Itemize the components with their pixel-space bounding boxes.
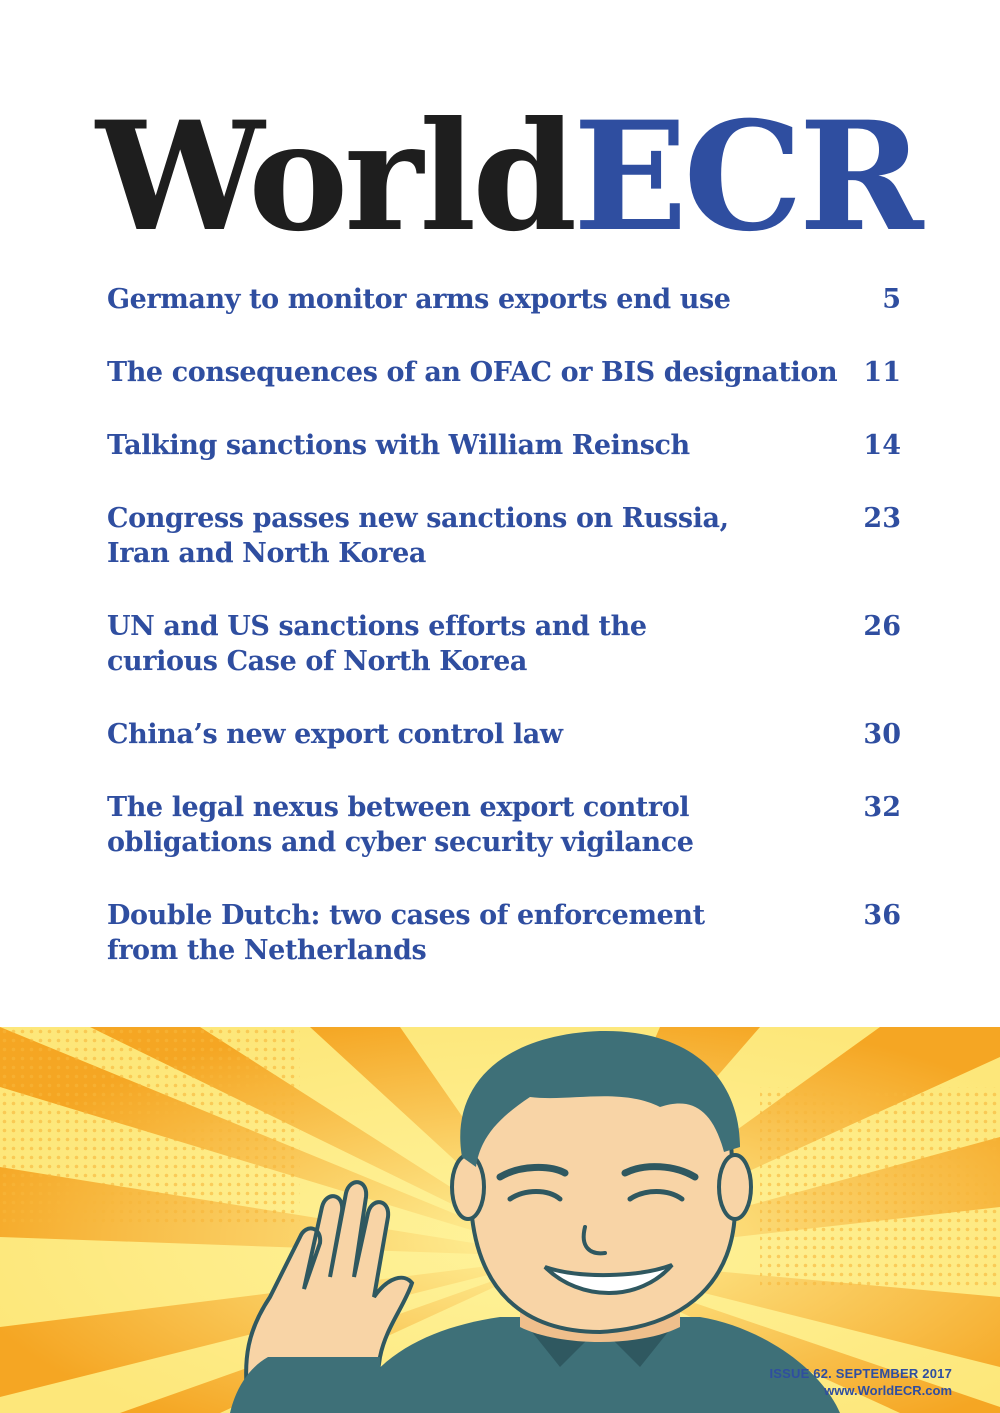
masthead-ecr: ECR — [573, 89, 920, 265]
toc-page-number: 36 — [863, 900, 901, 931]
toc-page-number: 26 — [863, 611, 901, 642]
pop-art-leader-waving-illustration-icon — [0, 1027, 1000, 1413]
toc-page-number: 14 — [863, 430, 901, 461]
toc-page-number: 32 — [863, 792, 901, 823]
table-of-contents — [107, 282, 907, 971]
toc-item[interactable] — [107, 790, 907, 898]
toc-title: UN and US sanctions efforts and the curious Case of North Korea — [107, 611, 647, 677]
toc-title: The consequences of an OFAC or BIS designation — [107, 357, 838, 388]
toc-item[interactable] — [107, 501, 907, 609]
cover-illustration — [0, 1027, 1000, 1413]
masthead-world: World — [96, 89, 574, 265]
toc-item[interactable] — [107, 609, 907, 717]
toc-page-number: 23 — [863, 503, 901, 534]
toc-item[interactable] — [107, 428, 907, 501]
toc-item[interactable] — [107, 898, 907, 971]
website-link[interactable]: www.WorldECR.com — [824, 1383, 952, 1398]
toc-item[interactable] — [107, 717, 907, 790]
toc-title: The legal nexus between export control obligations and cyber security vigilance — [107, 792, 694, 858]
toc-title: China’s new export control law — [107, 719, 563, 750]
toc-title: Double Dutch: two cases of enforcement from the Netherlands — [107, 900, 705, 966]
toc-item[interactable] — [107, 355, 907, 428]
toc-title: Talking sanctions with William Reinsch — [107, 430, 690, 461]
toc-page-number: 5 — [882, 284, 901, 315]
magazine-masthead — [96, 89, 926, 265]
toc-page-number: 30 — [863, 719, 901, 750]
toc-item[interactable] — [107, 282, 907, 355]
toc-page-number: 11 — [863, 357, 901, 388]
toc-title: Congress passes new sanctions on Russia, Iran and North Korea — [107, 503, 729, 569]
issue-date: ISSUE 62. SEPTEMBER 2017 — [769, 1366, 952, 1381]
toc-title: Germany to monitor arms exports end use — [107, 284, 731, 315]
